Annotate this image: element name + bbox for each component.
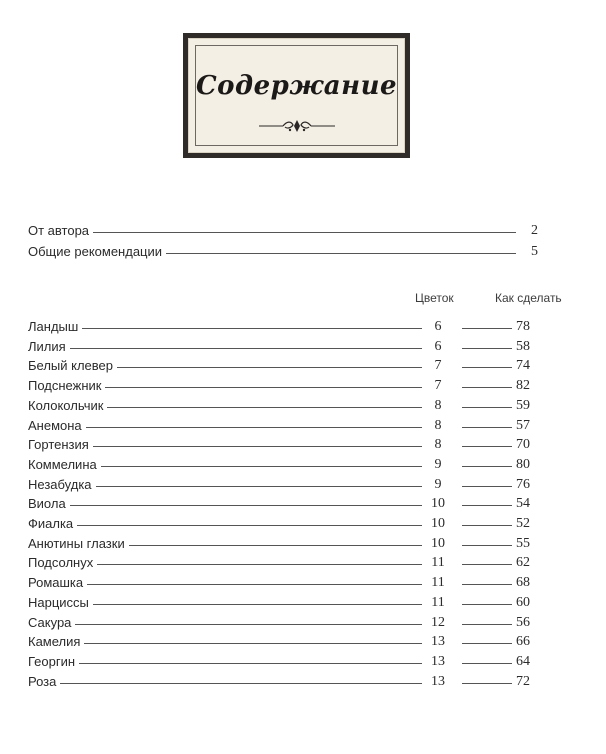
leader-rule xyxy=(462,486,512,487)
toc-row-flower[interactable] xyxy=(28,398,548,416)
flower-name: Анемона xyxy=(28,418,86,434)
flower-name: Сакура xyxy=(28,615,75,631)
how-to-page-number: 82 xyxy=(516,378,530,393)
toc-row-intro[interactable] xyxy=(28,244,548,262)
flower-name: Нарциссы xyxy=(28,595,93,611)
leader-rule xyxy=(462,328,512,329)
toc-row-flower[interactable] xyxy=(28,496,548,514)
how-to-page-number: 57 xyxy=(516,418,530,433)
leader-rule xyxy=(462,407,512,408)
flower-page-number: 8 xyxy=(434,398,442,413)
leader-rule xyxy=(462,387,512,388)
flower-name: Подсолнух xyxy=(28,555,97,571)
flower-page-number: 7 xyxy=(434,358,442,373)
leader-rule xyxy=(462,624,512,625)
how-to-page-number: 60 xyxy=(516,595,530,610)
how-to-page-number: 54 xyxy=(516,496,530,511)
how-to-page-number: 64 xyxy=(516,654,530,669)
toc-row-flower[interactable] xyxy=(28,418,548,436)
flower-page-number: 9 xyxy=(434,457,442,472)
flower-page-number: 13 xyxy=(431,634,445,649)
how-to-page-number: 80 xyxy=(516,457,530,472)
leader-rule xyxy=(28,683,422,684)
flower-page-number: 12 xyxy=(431,615,445,630)
leader-rule xyxy=(462,367,512,368)
leader-rule xyxy=(462,466,512,467)
flower-name: Колокольчик xyxy=(28,398,107,414)
how-to-page-number: 78 xyxy=(516,319,530,334)
toc-row-flower[interactable] xyxy=(28,654,548,672)
toc-row-flower[interactable] xyxy=(28,378,548,396)
how-to-page-number: 70 xyxy=(516,437,530,452)
flower-name: Роза xyxy=(28,674,60,690)
flower-name: Ромашка xyxy=(28,575,87,591)
leader-rule xyxy=(462,545,512,546)
how-to-page-number: 68 xyxy=(516,575,530,590)
flower-page-number: 10 xyxy=(431,516,445,531)
leader-rule xyxy=(28,643,422,644)
flower-page-number: 11 xyxy=(431,555,445,570)
flower-page-number: 7 xyxy=(434,378,442,393)
flower-page-number: 6 xyxy=(434,319,442,334)
leader-rule xyxy=(462,505,512,506)
flower-name: Анютины глазки xyxy=(28,536,129,552)
title-plaque-inner xyxy=(188,38,405,153)
flower-name: Георгин xyxy=(28,654,79,670)
title-plaque xyxy=(183,33,410,158)
column-head-flower: Цветок xyxy=(415,291,454,305)
flower-page-number: 11 xyxy=(431,595,445,610)
leader-rule xyxy=(28,427,422,428)
toc-label: Общие рекомендации xyxy=(28,244,166,260)
leader-rule xyxy=(462,564,512,565)
leader-rule xyxy=(462,683,512,684)
toc-row-flower[interactable] xyxy=(28,555,548,573)
flower-page-number: 13 xyxy=(431,654,445,669)
leader-rule xyxy=(28,232,516,233)
how-to-page-number: 56 xyxy=(516,615,530,630)
how-to-page-number: 52 xyxy=(516,516,530,531)
flourish-ornament-icon xyxy=(257,119,337,133)
toc-row-flower[interactable] xyxy=(28,437,548,455)
leader-rule xyxy=(462,643,512,644)
how-to-page-number: 74 xyxy=(516,358,530,373)
toc-row-flower[interactable] xyxy=(28,634,548,652)
page-title: Содержание xyxy=(195,71,398,101)
leader-rule xyxy=(28,348,422,349)
flower-name: Коммелина xyxy=(28,457,101,473)
leader-rule xyxy=(28,505,422,506)
leader-rule xyxy=(28,328,422,329)
toc-row-flower[interactable] xyxy=(28,457,548,475)
column-head-how-to: Как сделать xyxy=(495,291,562,305)
flower-name: Виола xyxy=(28,496,70,512)
toc-row-flower[interactable] xyxy=(28,358,548,376)
toc-row-flower[interactable] xyxy=(28,536,548,554)
leader-rule xyxy=(462,446,512,447)
toc-row-flower[interactable] xyxy=(28,477,548,495)
flower-name: Белый клевер xyxy=(28,358,117,374)
leader-rule xyxy=(462,584,512,585)
flower-page-number: 6 xyxy=(434,339,442,354)
flower-name: Гортензия xyxy=(28,437,93,453)
flower-page-number: 11 xyxy=(431,575,445,590)
toc-row-flower[interactable] xyxy=(28,319,548,337)
toc-label: От автора xyxy=(28,223,93,239)
flower-page-number: 8 xyxy=(434,418,442,433)
leader-rule xyxy=(28,624,422,625)
how-to-page-number: 58 xyxy=(516,339,530,354)
page-number: 2 xyxy=(531,223,538,238)
flower-page-number: 8 xyxy=(434,437,442,452)
toc-row-flower[interactable] xyxy=(28,575,548,593)
how-to-page-number: 59 xyxy=(516,398,530,413)
leader-rule xyxy=(28,525,422,526)
toc-row-flower[interactable] xyxy=(28,615,548,633)
leader-rule xyxy=(462,604,512,605)
leader-rule xyxy=(462,427,512,428)
leader-rule xyxy=(462,525,512,526)
toc-row-flower[interactable] xyxy=(28,674,548,692)
flower-name: Подснежник xyxy=(28,378,105,394)
flower-name: Лилия xyxy=(28,339,70,355)
how-to-page-number: 62 xyxy=(516,555,530,570)
toc-row-flower[interactable] xyxy=(28,339,548,357)
flower-name: Ландыш xyxy=(28,319,82,335)
flower-page-number: 13 xyxy=(431,674,445,689)
how-to-page-number: 72 xyxy=(516,674,530,689)
leader-rule xyxy=(28,663,422,664)
leader-rule xyxy=(462,663,512,664)
toc-row-flower[interactable] xyxy=(28,595,548,613)
flower-page-number: 10 xyxy=(431,536,445,551)
flower-name: Фиалка xyxy=(28,516,77,532)
flower-name: Незабудка xyxy=(28,477,96,493)
toc-row-intro[interactable] xyxy=(28,223,548,241)
flower-page-number: 9 xyxy=(434,477,442,492)
flower-page-number: 10 xyxy=(431,496,445,511)
leader-rule xyxy=(462,348,512,349)
flower-name: Камелия xyxy=(28,634,84,650)
toc-row-flower[interactable] xyxy=(28,516,548,534)
how-to-page-number: 66 xyxy=(516,634,530,649)
page-number: 5 xyxy=(531,244,538,259)
how-to-page-number: 76 xyxy=(516,477,530,492)
how-to-page-number: 55 xyxy=(516,536,530,551)
